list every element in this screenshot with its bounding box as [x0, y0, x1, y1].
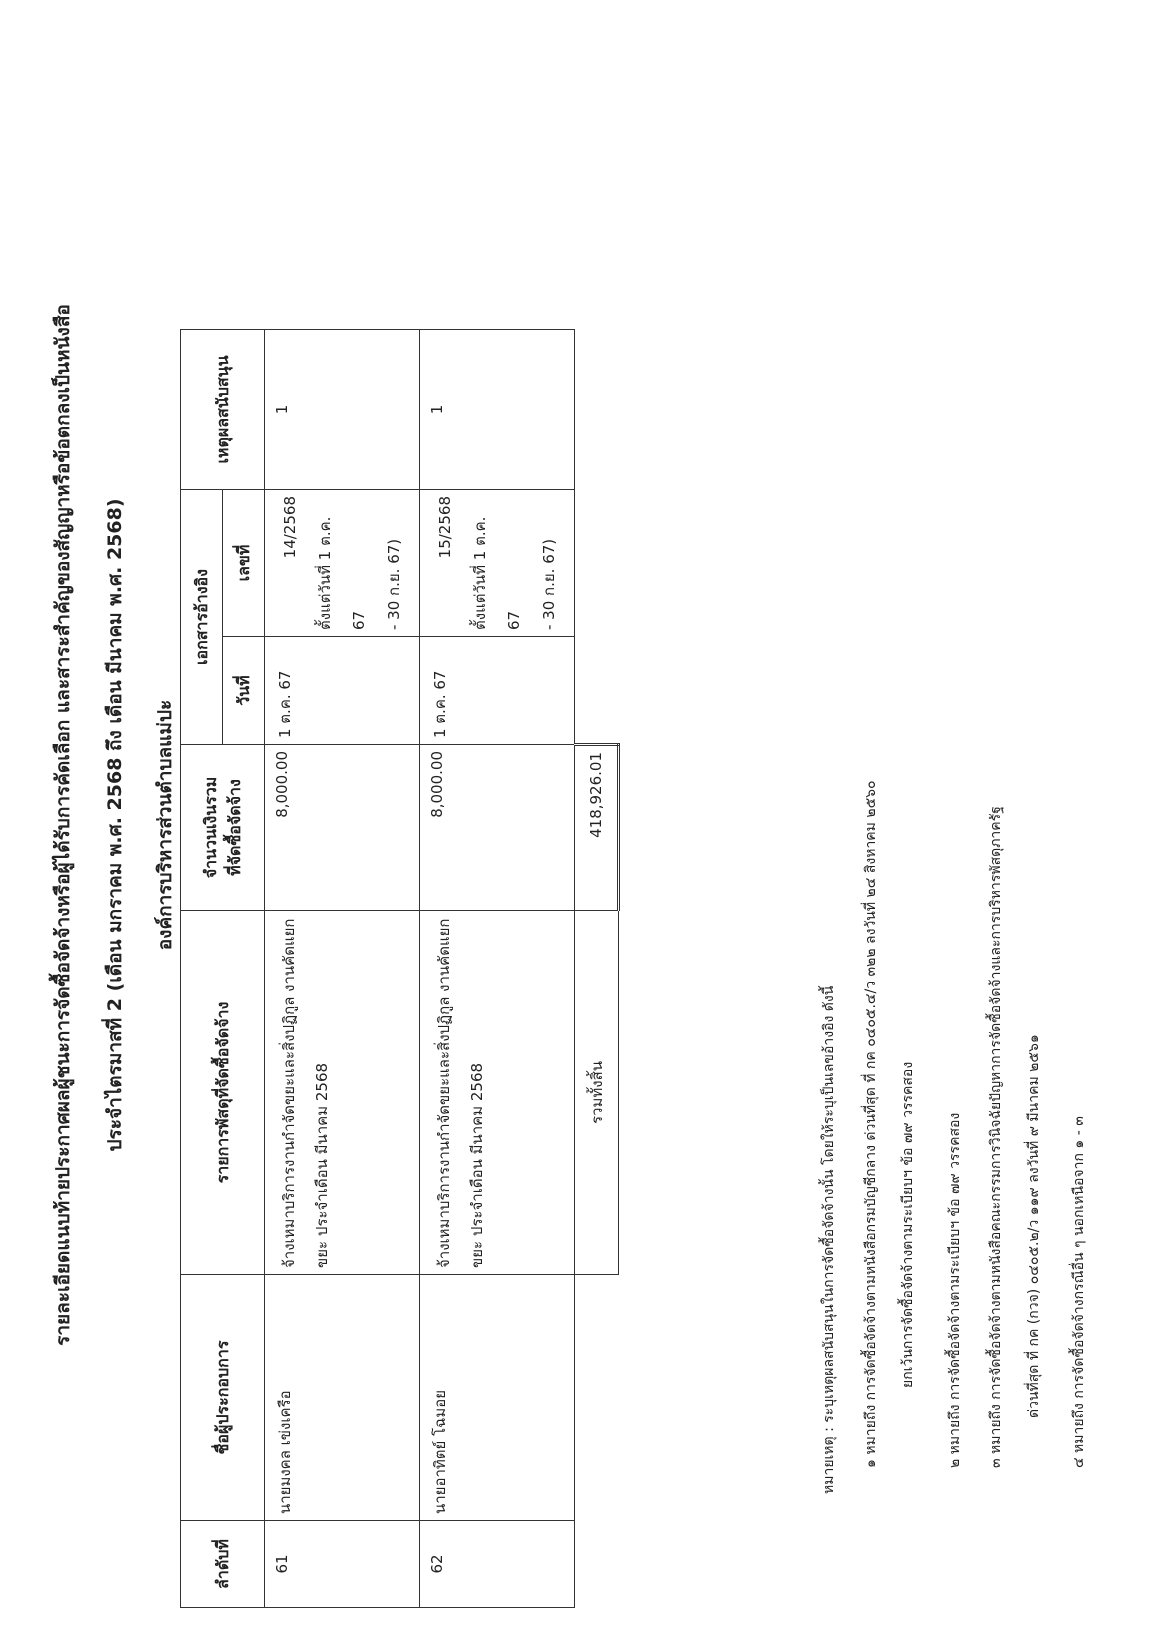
- row-item-line1: จ้างเหมาบริการงานกำจัดขยะและสิ่งปฏิกูล งานคัดแยก: [280, 918, 298, 1268]
- header-reason: เหตุผลสนับสนุน: [181, 330, 265, 490]
- row-date: 1 ต.ค. 67: [420, 637, 575, 745]
- total-row: [575, 330, 619, 1608]
- row-doc-no: [420, 490, 575, 637]
- note-1-line2: ยกเว้นการจัดซื้อจัดจ้างตามระเบียบฯ ข้อ ๗๙ วรรคสอง: [900, 1061, 916, 1388]
- row-doc-no-line3: - 30 ก.ย. 67): [539, 538, 558, 630]
- header-date: วันที่: [223, 637, 265, 745]
- row-doc-no-line1: 15/2568: [436, 496, 454, 559]
- note-4: ๔ หมายถึง การจัดซื้อจัดจ้างกรณีอื่น ๆ นอกเหนือจาก ๑ - ๓: [1071, 1116, 1087, 1468]
- row-doc-no-line1: 14/2568: [281, 496, 299, 559]
- header-amount-line2: ที่จัดซื้อจัดจ้าง: [224, 779, 244, 876]
- row-amount: 8,000.00: [265, 745, 420, 911]
- row-reason: 1: [265, 330, 420, 490]
- row-amount: 8,000.00: [420, 745, 575, 911]
- row-vendor: นายอาทิตย์ โฉมอย: [420, 1275, 575, 1521]
- row-reason: 1: [420, 330, 575, 490]
- total-label: รวมทั้งสิ้น: [575, 911, 619, 1275]
- header-ref-doc: เอกสารอ้างอิง: [181, 490, 223, 745]
- document-title: รายละเอียดแนบท้ายประกาศผลผู้ชนะการจัดซื้อจัดจ้างหรือผู้ได้รับการคัดเลือก และสาระสำคัญของสัญญาหรือข้อตกลงเป็นหนังสือ: [52, 304, 74, 1346]
- row-item: [265, 911, 420, 1275]
- total-amount: 418,926.01: [575, 745, 619, 911]
- header-doc-no: เลขที่: [223, 490, 265, 637]
- header-vendor: ชื่อผู้ประกอบการ: [181, 1275, 265, 1521]
- procurement-table: [180, 329, 620, 1608]
- row-item-line1: จ้างเหมาบริการงานกำจัดขยะและสิ่งปฏิกูล งานคัดแยก: [435, 918, 453, 1268]
- header-amount-line1: จำนวนเงินรวม: [200, 776, 220, 879]
- row-item-line2: ขยะ ประจำเดือน มีนาคม 2568: [313, 1062, 331, 1268]
- row-date: 1 ต.ค. 67: [265, 637, 420, 745]
- row-seq: 62: [420, 1521, 575, 1608]
- row-doc-no-line2: ตั้งแต่วันที่ 1 ต.ค. 67: [315, 516, 368, 630]
- row-item-line2: ขยะ ประจำเดือน มีนาคม 2568: [468, 1062, 486, 1268]
- table-row: [265, 330, 420, 1608]
- header-seq: ลำดับที่: [181, 1521, 265, 1608]
- row-doc-no-line3: - 30 ก.ย. 67): [384, 538, 403, 630]
- note-3-line2: ด่วนที่สุด ที่ กค (กวจ) ๐๔๐๕.๒/ว ๑๑๙ ลงวันที่ ๙ มีนาคม ๒๕๖๑: [1026, 1034, 1042, 1418]
- row-vendor: นายมงคล เข่งเครือ: [265, 1275, 420, 1521]
- row-doc-no-line2: ตั้งแต่วันที่ 1 ต.ค. 67: [470, 516, 523, 630]
- organization-name: องค์การบริหารส่วนตำบลแม่ปะ: [154, 699, 176, 951]
- row-seq: 61: [265, 1521, 420, 1608]
- note-2: ๒ หมายถึง การจัดซื้อจัดจ้างตามระเบียบฯ ข้อ ๗๙ วรรคสอง: [947, 1112, 963, 1468]
- header-item: รายการพัสดุที่จัดซื้อจัดจ้าง: [181, 911, 265, 1275]
- header-amount: [181, 745, 265, 911]
- row-item: [420, 911, 575, 1275]
- note-1-line1: ๑ หมายถึง การจัดซื้อจัดจ้างตามหนังสือกรมบัญชีกลาง ด่วนที่สุด ที่ กค ๐๔๐๕.๔/ว ๓๒๒ ลงวันที่ ๒๔ สิงหาคม ๒๕๖๐: [863, 780, 879, 1468]
- row-doc-no: [265, 490, 420, 637]
- table-row: [420, 330, 575, 1608]
- note-3-line1: ๓ หมายถึง การจัดซื้อจัดจ้างตามหนังสือคณะกรรมการวินิจฉัยปัญหาการจัดซื้อจัดจ้างและการบริหารพัสดุภาครัฐ: [988, 806, 1004, 1468]
- notes-intro: หมายเหตุ : ระบุเหตุผลสนับสนุนในการจัดซื้อจัดจ้างนั้น โดยให้ระบุเป็นเลขอ้างอิง ดังนี้: [821, 985, 837, 1494]
- quarter-subtitle: ประจำไตรมาสที่ 2 (เดือน มกราคม พ.ศ. 2568 ถึง เดือน มีนาคม พ.ศ. 2568): [104, 498, 126, 1152]
